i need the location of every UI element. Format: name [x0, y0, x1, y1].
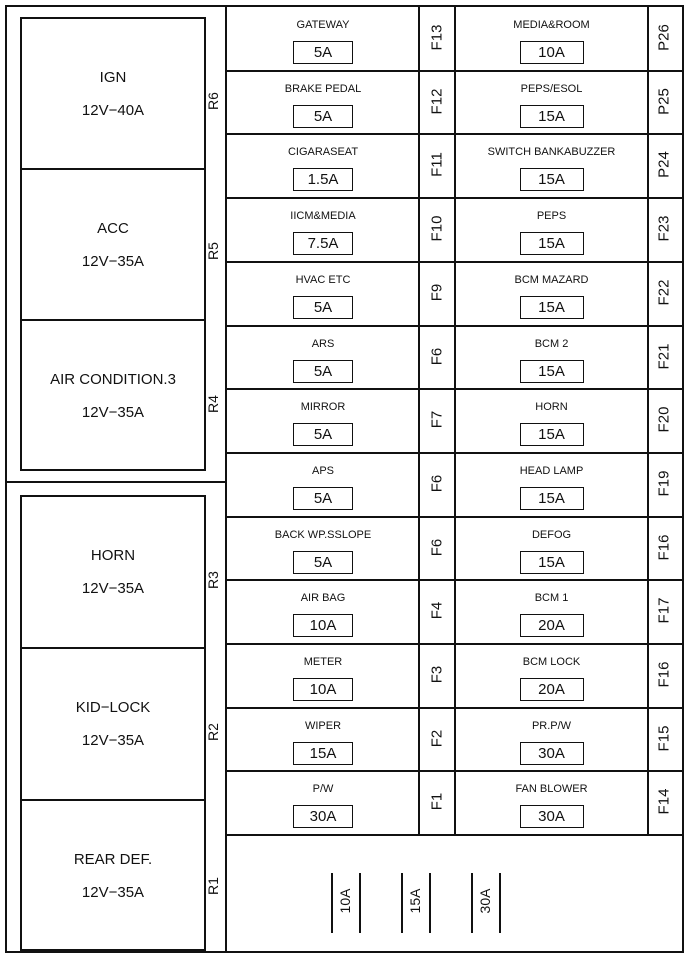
fuse-amperage: 5A	[293, 41, 353, 64]
fuse-name: APS	[311, 464, 334, 477]
fuse-id: F13	[428, 24, 446, 51]
fuse-id: F16	[655, 661, 673, 688]
fuse-amperage: 5A	[293, 360, 353, 383]
fuse-amperage: 5A	[293, 105, 353, 128]
fuse-cell-right	[455, 580, 648, 644]
spare-fuse: 10A	[337, 888, 353, 914]
fuse-amperage: 7.5A	[293, 232, 353, 255]
fuse-name: BCM LOCK	[522, 656, 581, 668]
fuse-cell-right	[455, 7, 648, 71]
relay-name: IGN	[99, 68, 127, 86]
fuse-id: P25	[655, 87, 673, 115]
fuse-name: METER	[303, 656, 343, 668]
fuse-id: F9	[428, 283, 446, 302]
fuse-cell-left	[227, 134, 419, 198]
fuse-cell-right	[455, 262, 648, 326]
fuse-cell-left	[227, 71, 419, 135]
fuse-cell-right	[455, 517, 648, 581]
fuse-name: BCM 2	[534, 337, 569, 350]
fuse-id: F20	[655, 406, 673, 433]
fuse-cell-right	[455, 71, 648, 135]
fuse-name: GATEWAY	[296, 19, 350, 31]
spare-fuse-contact	[429, 873, 431, 933]
fuse-amperage: 5A	[293, 487, 353, 510]
spare-fuse: 15A	[407, 888, 423, 914]
fuse-name: WIPER	[304, 719, 342, 732]
relay-ign	[22, 19, 204, 170]
fuse-name: MEDIA&ROOM	[513, 19, 590, 31]
fuse-cell-right	[455, 644, 648, 708]
spare-fuse-contact	[499, 873, 501, 933]
fuse-id: F6	[428, 538, 446, 556]
fuse-amperage: 15A	[520, 105, 584, 128]
fuse-name: MIRROR	[300, 401, 346, 414]
fuse-id: F2	[428, 729, 446, 747]
relay-group-top	[20, 17, 206, 471]
fuse-name: BACK WP.SSLOPE	[274, 528, 372, 541]
relay-name: HORN	[90, 547, 136, 564]
fuse-id: F23	[655, 215, 673, 242]
fuse-amperage: 20A	[520, 678, 584, 701]
fuse-id: F21	[655, 343, 673, 369]
fuse-cell-right	[455, 198, 648, 262]
fuse-amperage: 30A	[520, 742, 584, 765]
relay-rating: 12V−35A	[81, 404, 145, 421]
fuse-grid	[225, 5, 684, 953]
fuse-cell-right	[455, 134, 648, 198]
fuse-name: BCM 1	[534, 592, 569, 605]
relay-rating: 12V−35A	[81, 252, 145, 270]
fuse-id: F17	[655, 597, 673, 624]
fuse-cell-left	[227, 389, 419, 453]
spare-fuse-contact	[401, 873, 403, 933]
fuse-id: F4	[428, 602, 446, 620]
relay-id-r6: R6	[205, 92, 221, 110]
fuse-cell-left	[227, 644, 419, 708]
fuse-cell-left	[227, 453, 419, 517]
relay-id-r4: R4	[205, 395, 221, 413]
fuse-name: BRAKE PEDAL	[284, 82, 362, 95]
fuse-cell-left	[227, 708, 419, 772]
fuse-amperage: 15A	[520, 551, 584, 574]
relay-rating: 12V−35A	[81, 884, 145, 901]
left-frame-divider	[5, 481, 227, 483]
fuse-name: P/W	[312, 783, 334, 796]
fuse-cell-right	[455, 389, 648, 453]
fuse-cell-right	[455, 453, 648, 517]
relay-group-bottom	[20, 495, 206, 951]
spare-fuse: 30A	[477, 888, 493, 914]
relay-rating: 12V−40A	[81, 101, 145, 119]
fuse-id: F15	[655, 725, 673, 752]
fuse-cell-right	[455, 326, 648, 390]
fuse-id: F10	[428, 215, 446, 242]
fuse-id: F16	[655, 534, 673, 561]
fuse-name: CIGARASEAT	[287, 146, 359, 159]
fuse-amperage: 10A	[293, 678, 353, 701]
fuse-amperage: 20A	[520, 614, 584, 637]
fuse-name: PR.P/W	[531, 719, 572, 732]
relay-air-condition	[22, 321, 204, 471]
fuse-name: HORN	[535, 401, 568, 414]
fuse-cell-right	[455, 708, 648, 772]
relay-name: ACC	[97, 219, 129, 237]
fuse-amperage: 15A	[520, 360, 584, 383]
fuse-amperage: 30A	[293, 805, 353, 828]
fuse-name: HEAD LAMP	[519, 464, 584, 477]
fuse-name: FAN BLOWER	[515, 783, 588, 796]
fuse-id: F6	[428, 347, 446, 365]
fuse-id: F6	[428, 474, 446, 493]
fuse-name: PEPS	[536, 210, 567, 223]
fuse-amperage: 10A	[293, 614, 353, 637]
fuse-cell-left	[227, 326, 419, 390]
relay-rating: 12V−35A	[81, 732, 145, 749]
spare-fuse-contact	[359, 873, 361, 933]
fuse-id: F22	[655, 279, 673, 306]
fuse-id: F14	[655, 788, 673, 815]
fuse-amperage: 15A	[520, 423, 584, 446]
fuse-amperage: 5A	[293, 296, 353, 319]
relay-name: REAR DEF.	[73, 851, 153, 868]
fuse-amperage: 15A	[520, 232, 584, 255]
relay-name: KID−LOCK	[75, 699, 151, 716]
relay-name: AIR CONDITION.3	[50, 371, 176, 388]
fuse-amperage: 15A	[293, 742, 353, 765]
fuse-id: F7	[428, 410, 446, 429]
fuse-amperage: 10A	[520, 41, 584, 64]
fuse-name: DEFOG	[531, 528, 572, 541]
relay-id-r5: R5	[205, 242, 221, 260]
spare-fuse-contact	[471, 873, 473, 933]
fuse-name: AIR BAG	[300, 592, 346, 605]
fuse-cell-left	[227, 517, 419, 581]
fuse-name: PEPS/ESOL	[520, 82, 583, 95]
relay-acc	[22, 170, 204, 321]
fuse-name: HVAC ETC	[295, 273, 351, 286]
fuse-id: F19	[655, 470, 673, 497]
fuse-cell-left	[227, 262, 419, 326]
fuse-name: SWITCH BANKABUZZER	[487, 146, 616, 159]
relay-id-r1: R1	[205, 877, 221, 895]
relay-id-r3: R3	[205, 571, 221, 589]
fuse-amperage: 5A	[293, 551, 353, 574]
fuse-amperage: 15A	[520, 168, 584, 191]
relay-rear-def	[22, 801, 204, 951]
fuse-name: IICM&MEDIA	[290, 210, 356, 223]
fuse-name: BCM MAZARD	[514, 273, 589, 286]
fuse-cell-left	[227, 580, 419, 644]
fuse-id: P24	[655, 151, 673, 179]
fuse-id: F11	[428, 152, 446, 178]
relay-horn	[22, 497, 204, 649]
fuse-id: F3	[428, 665, 446, 684]
fuse-cell-left	[227, 198, 419, 262]
fuse-id: F1	[428, 793, 446, 811]
relay-kid-lock	[22, 649, 204, 801]
fuse-name: ARS	[311, 337, 335, 350]
fuse-id: F12	[428, 88, 446, 115]
fuse-cell-left	[227, 7, 419, 71]
fuse-amperage: 15A	[520, 487, 584, 510]
fuse-amperage: 5A	[293, 423, 353, 446]
fuse-amperage: 1.5A	[293, 168, 353, 191]
relay-id-r2: R2	[205, 723, 221, 741]
fuse-amperage: 30A	[520, 805, 584, 828]
spare-fuse-contact	[331, 873, 333, 933]
relay-rating: 12V−35A	[81, 580, 145, 597]
fuse-cell-left	[227, 771, 419, 835]
fuse-id: P26	[655, 24, 673, 51]
fuse-amperage: 15A	[520, 296, 584, 319]
fuse-cell-right	[455, 771, 648, 835]
